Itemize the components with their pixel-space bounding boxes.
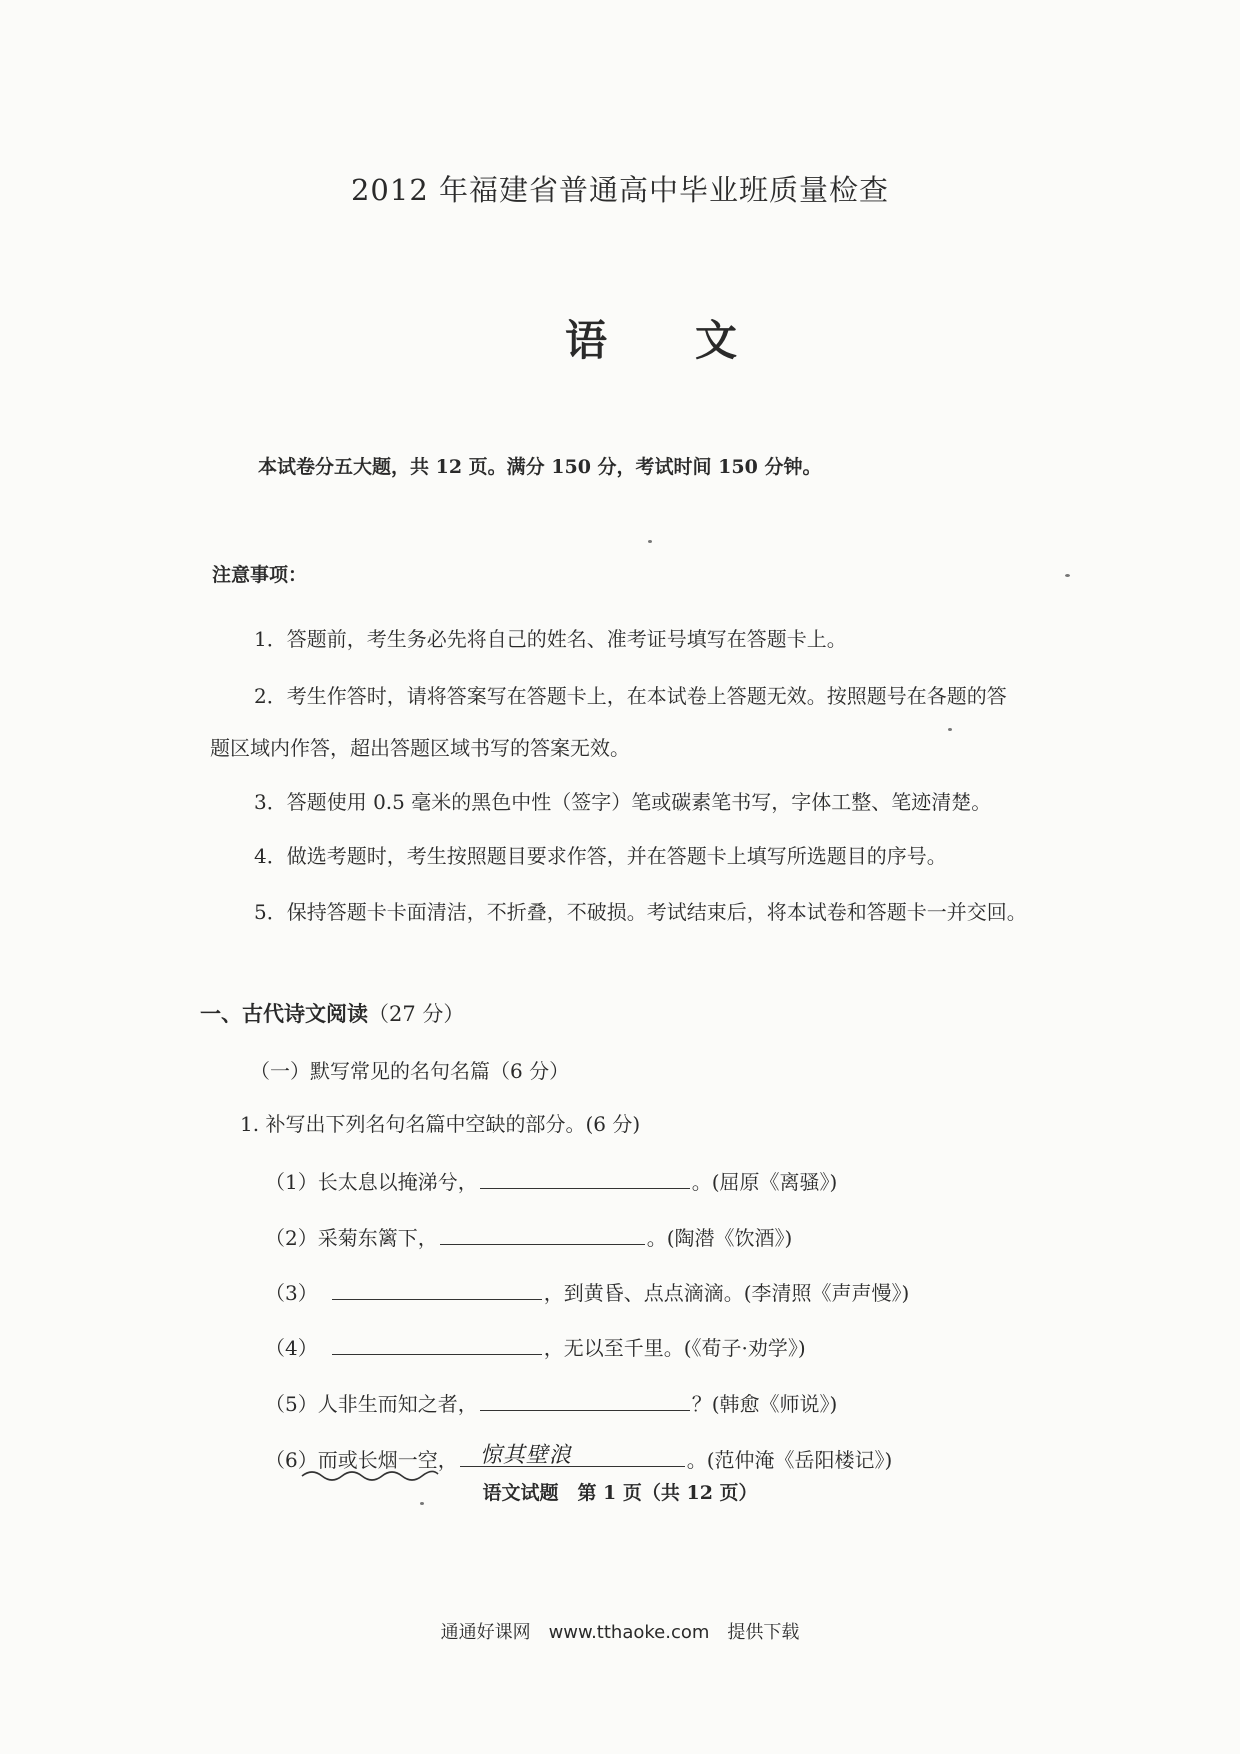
- fill-item-5: [265, 1388, 837, 1417]
- answer-blank[interactable]: [332, 1279, 542, 1300]
- subsection-heading: （一）默写常见的名句名篇（6 分）: [250, 1059, 570, 1083]
- handwritten-answer: 惊其壁浪: [479, 1443, 572, 1468]
- item-number: （1）: [265, 1170, 318, 1194]
- notice-item-5: 5．保持答题卡卡面清洁，不折叠，不破损。考试结束后，将本试卷和答题卡一并交回。: [254, 900, 1027, 924]
- download-source-line: 通通好课网 www.tthaoke.com 提供下载: [440, 1622, 800, 1643]
- page-footer: 语文试题 第 1 页（共 12 页）: [482, 1482, 758, 1504]
- item-text-after: ？(韩愈《师说》): [691, 1392, 838, 1416]
- fill-item-2: [265, 1222, 792, 1251]
- item-number: （4）: [265, 1336, 318, 1360]
- item-text-before: 长太息以掩涕兮，: [317, 1170, 478, 1194]
- notice-item-2: 2．考生作答时，请将答案写在答题卡上，在本试卷上答题无效。按照题号在各题的答: [254, 684, 1007, 708]
- answer-blank[interactable]: [332, 1334, 542, 1355]
- subject-title-char-1: 语: [565, 316, 608, 365]
- answer-blank[interactable]: [460, 1443, 685, 1468]
- item-text-before: 人非生而知之者，: [317, 1392, 478, 1416]
- section-score: （27 分）: [368, 1002, 465, 1026]
- subject-title-char-2: 文: [695, 316, 738, 365]
- scan-speck: [648, 540, 652, 543]
- scan-speck: [948, 728, 952, 731]
- item-number: （3）: [265, 1281, 318, 1305]
- notice-item-3: 3．答题使用 0.5 毫米的黑色中性（签字）笔或碳素笔书写，字体工整、笔迹清楚。: [254, 790, 992, 814]
- item-number: （5）: [265, 1392, 318, 1416]
- answer-blank[interactable]: [480, 1168, 690, 1189]
- item-text-after: 。(范仲淹《岳阳楼记》): [686, 1448, 893, 1472]
- item-number: （2）: [265, 1226, 318, 1250]
- fill-item-3: [265, 1277, 909, 1306]
- notice-heading: 注意事项：: [212, 564, 308, 586]
- section-heading: [200, 998, 464, 1028]
- section-title: 一、古代诗文阅读: [200, 1001, 368, 1026]
- question-1-prompt: 1. 补写出下列名句名篇中空缺的部分。(6 分): [240, 1112, 641, 1136]
- item-text-after: 。(屈原《离骚》): [691, 1170, 838, 1194]
- item-number: （6）: [265, 1448, 318, 1472]
- fill-item-4: [265, 1332, 806, 1361]
- notice-item-4: 4．做选考题时，考生按照题目要求作答，并在答题卡上填写所选题目的序号。: [254, 844, 947, 868]
- notice-item-2-cont: 题区域内作答，超出答题区域书写的答案无效。: [210, 736, 630, 760]
- exam-title: 2012 年福建省普通高中毕业班质量检查: [350, 173, 890, 207]
- answer-blank[interactable]: [440, 1224, 645, 1245]
- scan-speck: [1065, 574, 1070, 577]
- answer-blank[interactable]: [480, 1390, 690, 1411]
- notice-item-1: 1．答题前，考生务必先将自己的姓名、准考证号填写在答题卡上。: [254, 627, 847, 651]
- item-text-after: 。(陶潜《饮酒》): [646, 1226, 793, 1250]
- exam-intro: 本试卷分五大题，共 12 页。满分 150 分，考试时间 150 分钟。: [258, 456, 822, 478]
- item-text-after: ，到黄昏、点点滴滴。(李清照《声声慢》): [543, 1281, 910, 1305]
- item-text-after: ，无以至千里。(《荀子·劝学》): [543, 1336, 806, 1360]
- fill-item-1: [265, 1166, 837, 1195]
- item-text-before: 而或长烟一空，: [317, 1448, 458, 1472]
- item-text-before: 采菊东篱下，: [317, 1226, 438, 1250]
- scan-speck: [420, 1502, 424, 1505]
